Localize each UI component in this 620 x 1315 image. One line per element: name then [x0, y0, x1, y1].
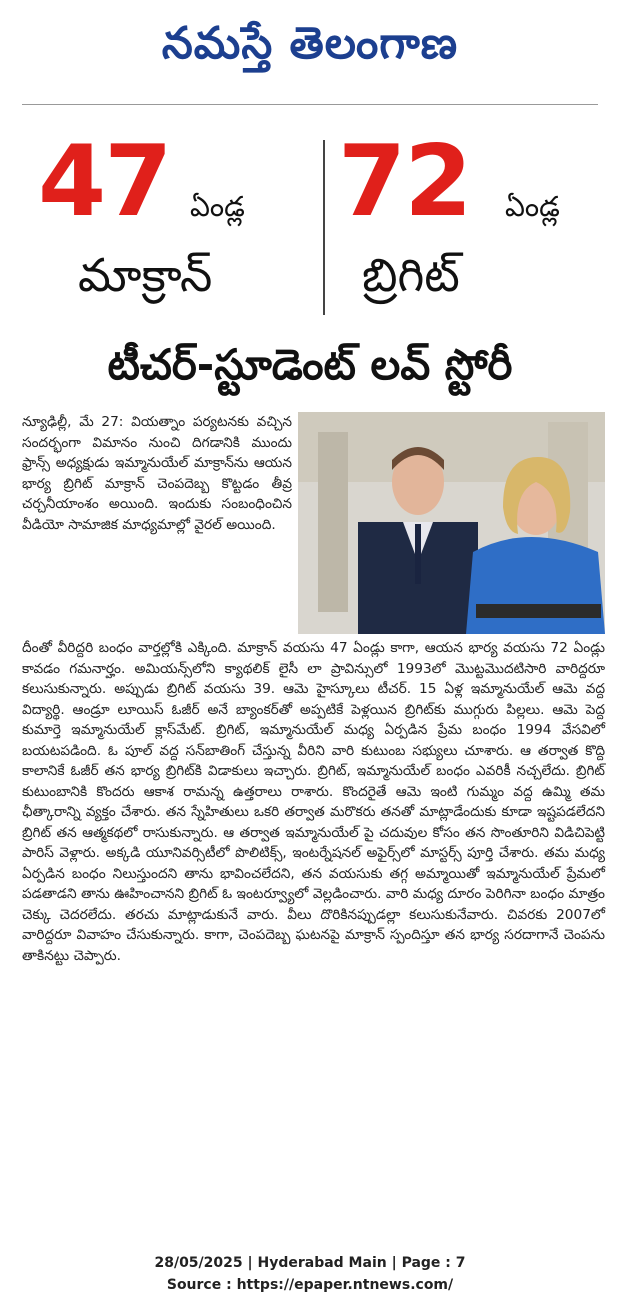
right-age-unit: ఏండ్ల: [505, 190, 560, 223]
right-age-number: 72: [338, 125, 471, 239]
right-name: బ్రిగిట్: [362, 248, 460, 302]
footer-date-edition: 28/05/2025 | Hyderabad Main | Page : 7: [154, 1255, 466, 1271]
masthead-title: నమస్తే తెలంగాణ: [161, 18, 459, 69]
couple-photo: [298, 412, 605, 634]
article-body: దీంతో వీరిద్దరి బంధం వార్తల్లోకి ఎక్కింది. మాక్రాన్ వయసు 47 ఏండ్లు కాగా, ఆయన భార్య వయసు 72 ఏండ్లు కావడం గమనార్హం. అమియన్స్‌లోని క్యాథలిక్ లైసీ లా ప్రావిన్సులో 1993లో మొట్టమొదటిసారి వారిద్దరూ కలుసుకున్నారు. అప్పుడు బ్రిగిట్ వయసు 39. ఆమె హైస్కూలు టీచర్. 15 ఏళ్ల ఇమ్మానుయేల్ ఆమె వద్ద విద్యార్థి. ఆండ్రూ లూయిస్ ఓజీర్ అనే బ్యాంకర్‌తో అప్పటికే పెళ్లయిన బ్రిగిట్‌కు ముగ్గురు పిల్లలు. ఆమె పెద్ద కుమార్తె ఇమ్మానుయేల్ క్లాస్‌మేట్. బ్రిగిట్, ఇమ్మానుయేల్ మధ్య ఏర్పడిన ప్రేమ బంధం 1994 వేసవిలో బయటపడింది. ఓ పూల్ వద్ద సన్‌బాతింగ్ చేస్తున్న వీరిని వారి కుటుంబ సభ్యులు చూశారు. ఆ తర్వాత కొద్ది కాలానికే ఓజీర్ తన భార్య బ్రిగిట్‌కి విడాకులు ఇచ్చారు. బ్రిగిట్, ఇమ్మానుయేల్ బంధం ఎవరికీ నచ్చలేదు. బ్రిగిట్ కుటుంబానికి కొందరు ఆకాశ రామన్న ఉత్తరాలు రాశారు. కొందరైతే ఆమె ఇంటి గుమ్మం వద్ద ఉమ్మి తమ ఛీత్కారాన్ని వ్యక్తం చేశారు. తన స్నేహితులు ఒకరి తర్వాత మరొకరు తనతో మాట్లాడేందుకు కూడా ఇష్టపడలేదని బ్రిగిట్ తన ఆత్మకథలో రాసుకున్నారు. ఆ తర్వాత ఇమ్మానుయేల్ పై చదువుల కోసం తన సొంతూరిని విడిచిపెట్టి పారిస్ వెళ్లారు. అక్కడి యూనివర్సిటీలో పొలిటిక్స్, ఇంటర్నేషనల్ అఫైర్స్‌లో మాస్టర్స్ పూర్తి చేశారు. తమ మధ్య ఏర్పడిన బంధం నిలుస్తుందని తాను భావించలేదని, తన వయసుకు తగ్గ అమ్మాయితో ఇమ్మానుయేల్ ప్రేమలో పడతాడని తాను ఊహించానని బ్రిగిట్ ఓ ఇంటర్వ్యూలో వెల్లడించారు. వారి మధ్య దూరం పెరిగినా బంధం మాత్రం చెక్కు చెదరలేదు. తరచు మాట్లాడుకునే వారు. వీలు దొరికినప్పుడల్లా కలుసుకునేవారు. చివరకు 2007లో వారిద్దరూ వివాహం చేసుకున్నారు. కాగా, చెంపదెబ్బ ఘటనపై మాక్రాన్ స్పందిస్తూ తన భార్య సరదాగానే చెంపను తాకినట్టు చెప్పారు.: [22, 640, 605, 964]
subheadline: టీచర్-స్టూడెంట్ లవ్ స్టోరీ: [107, 340, 513, 389]
left-age-unit: ఏండ్ల: [190, 190, 245, 223]
headline-divider: [323, 140, 325, 315]
footer-source: Source : https://epaper.ntnews.com/: [166, 1277, 454, 1293]
article-intro: న్యూఢిల్లీ, మే 27: వియత్నాం పర్యటనకు వచ్చిన సందర్భంగా విమానం నుంచి దిగడానికి ముందు ఫ్రాన్స్ అధ్యక్షుడు ఇమ్మానుయేల్ మాక్రాన్‌ను ఆయన భార్య బ్రిగిట్ మాక్రాన్ చెంపదెబ్బ కొట్టడం తీవ్ర చర్చనీయాంశం అయింది. ఇందుకు సంబంధించిన వీడియో సామాజిక మాధ్యమాల్లో వైరల్ అయింది.: [22, 414, 292, 533]
left-name: మాక్రాన్: [78, 248, 213, 302]
left-age-number: 47: [38, 125, 171, 239]
masthead-rule: [22, 104, 598, 105]
